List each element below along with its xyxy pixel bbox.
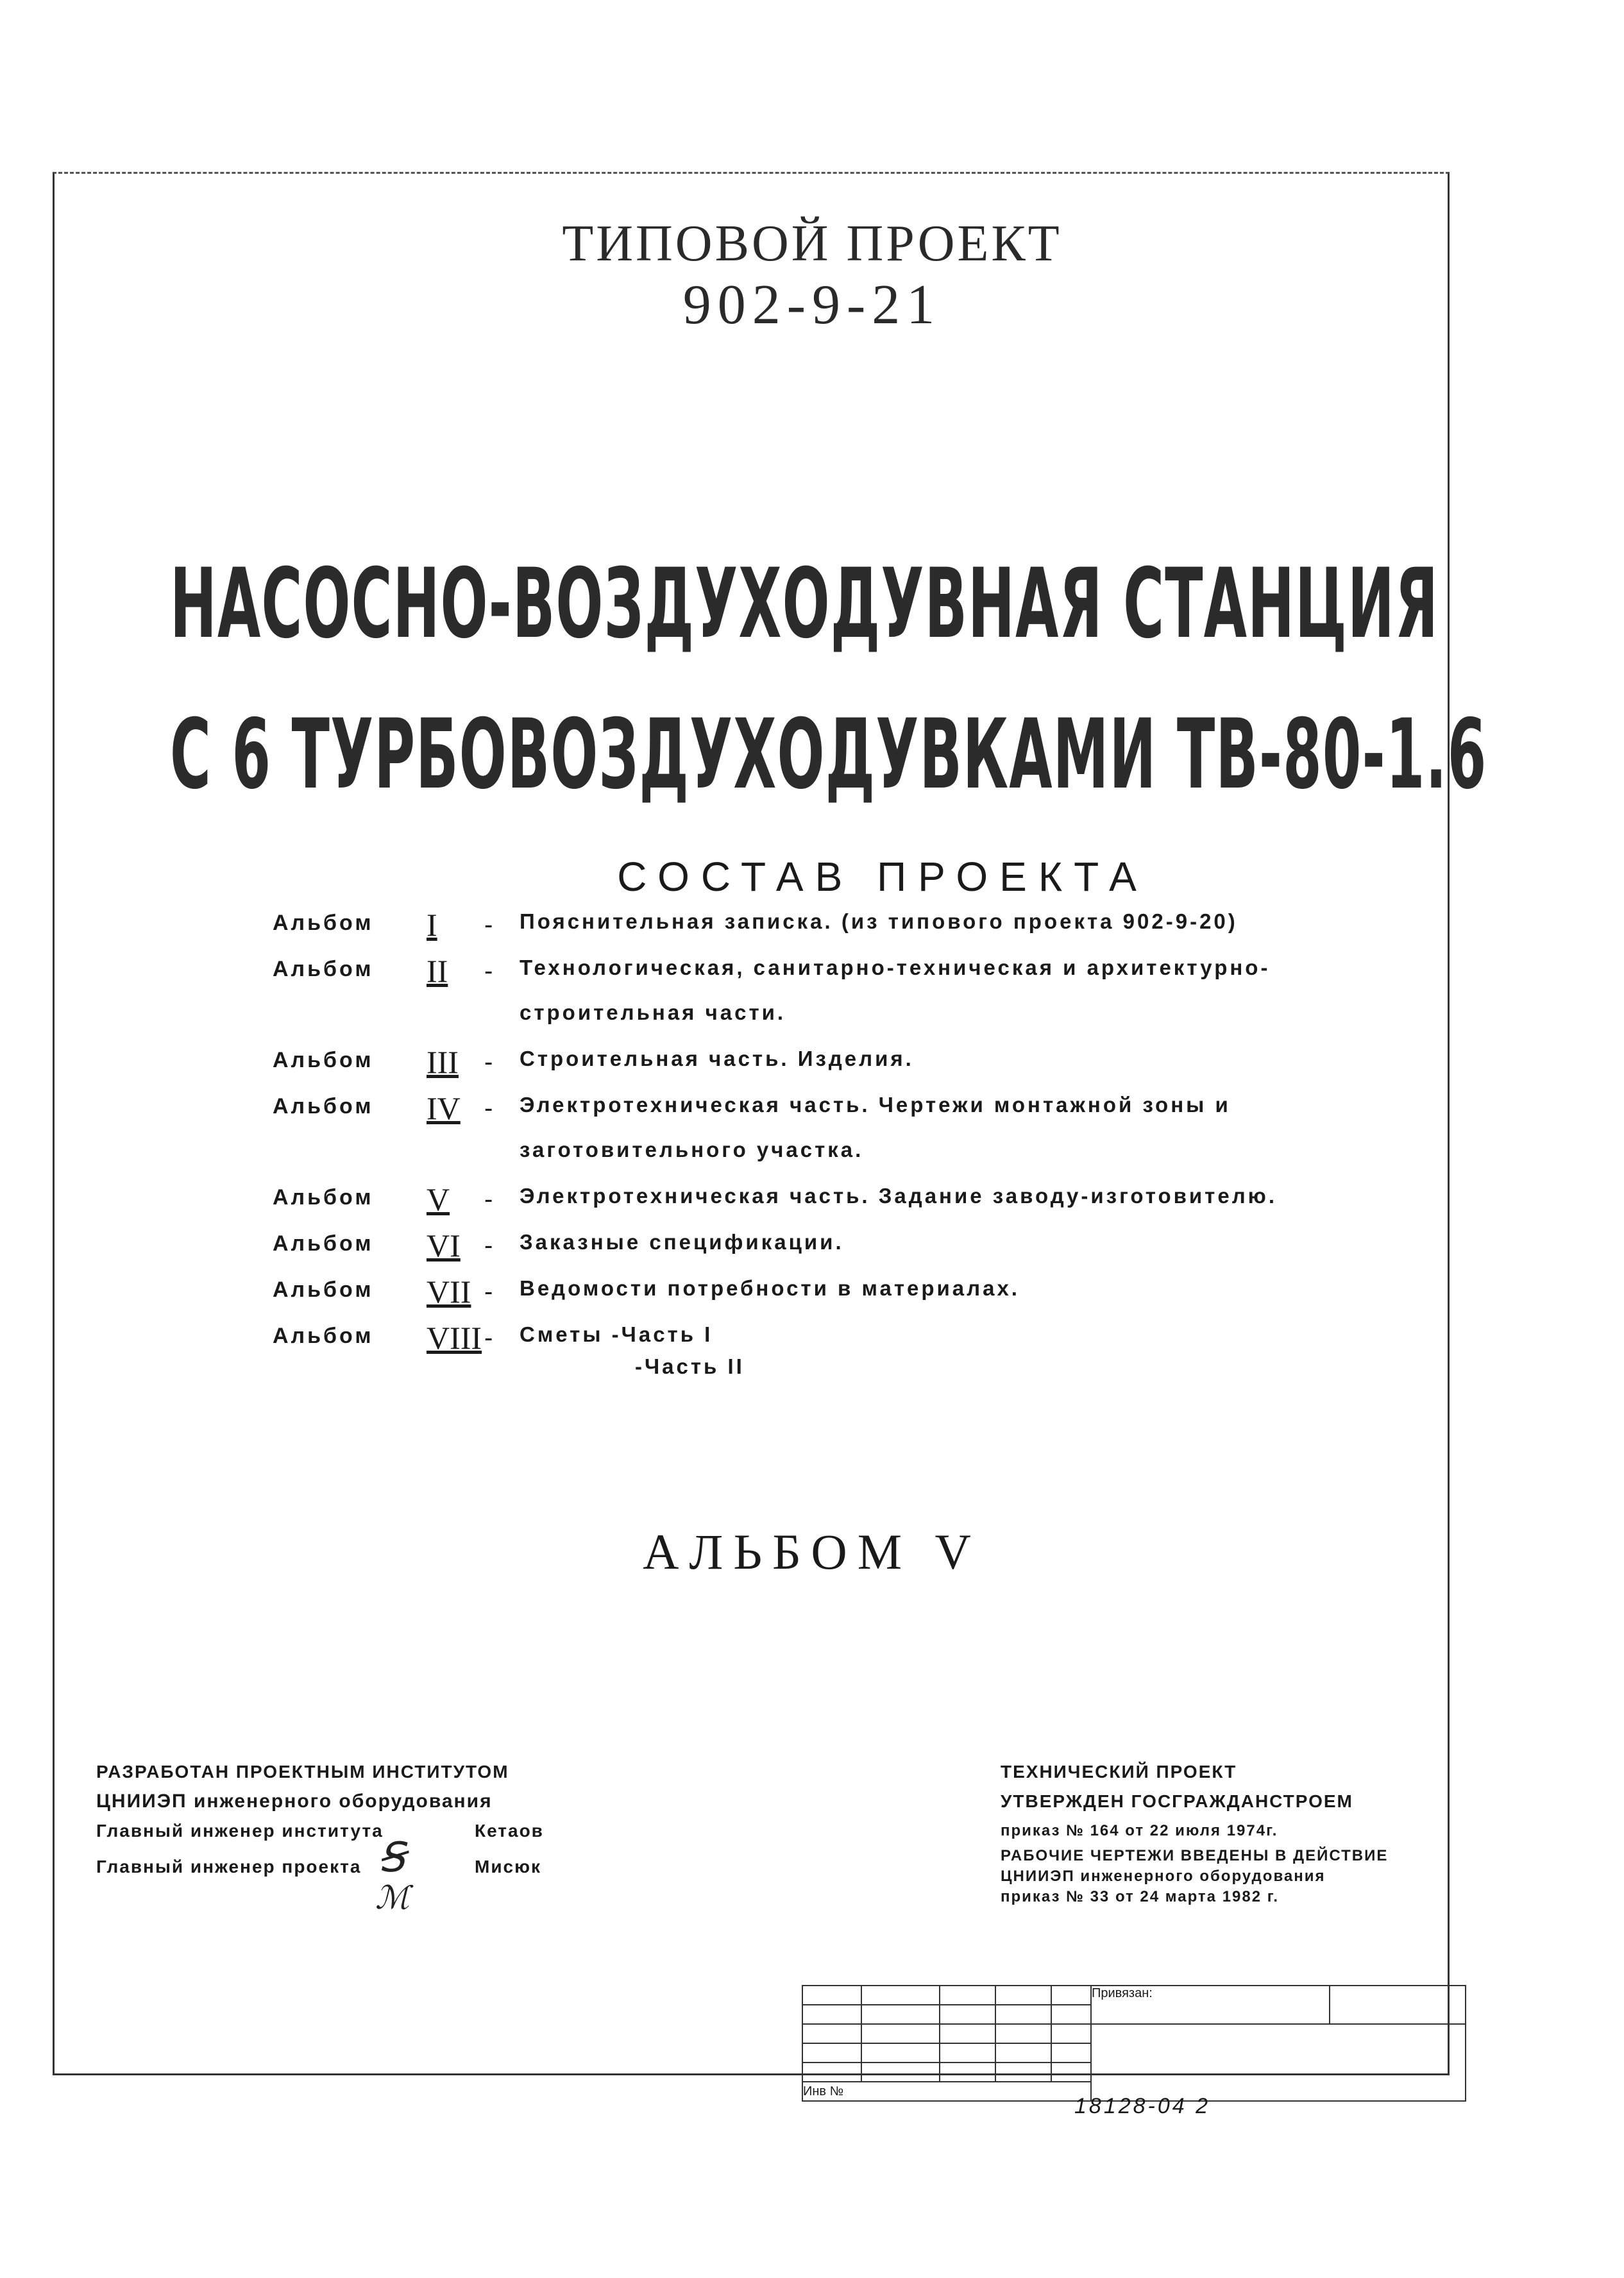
developer-line1: РАЗРАБОТАН ПРОЕКТНЫМ ИНСТИТУТОМ [96,1762,509,1782]
album-label: Альбом [273,1094,374,1118]
album-text-2: заготовительного участка. [520,1138,864,1161]
album-label: Альбом [273,1231,374,1256]
album-text-2: -Часть II [635,1354,745,1378]
approval-line5: ЦНИИЭП инженерного оборудования [1001,1868,1326,1885]
document-number: 18128-04 2 [1074,2094,1211,2118]
album-desc [520,1220,1312,1265]
approval-line2: УТВЕРЖДЕН ГОСГРАЖДАНСТРОЕМ [1001,1791,1353,1811]
album-roman: II [427,953,448,989]
album-text: Строительная часть. Изделия. [520,1047,914,1070]
approval-line4: РАБОЧИЕ ЧЕРТЕЖИ ВВЕДЕНЫ В ДЕЙСТВИЕ [1001,1847,1389,1864]
album-dash: - [484,1231,493,1260]
album-roman: VI [427,1228,461,1263]
series-title: ТИПОВОЙ ПРОЕКТ [562,215,1062,272]
approval-block [1001,1757,1388,1907]
album-row [273,1181,1312,1219]
chief-project-row [96,1852,544,1882]
album-text: Ведомости потребности в материалах. [520,1276,1020,1300]
album-text: Технологическая, санитарно-техническая и архитектурно- [520,956,1271,979]
album-roman: V [427,1181,450,1217]
signature-chief-project: ℳ [375,1879,410,1916]
chief-institute-row [96,1816,544,1846]
main-title-line2: С 6 ТУРБОВОЗДУХОДУВКАМИ ТВ-80-1.6 [170,699,1487,811]
album-dash: - [484,1094,493,1122]
album-roman: IV [427,1090,461,1126]
stamp-linked-label: Привязан: [1092,1986,1153,2000]
album-text: Электротехническая часть. Задание заводу-изготовителю. [520,1184,1278,1208]
composition-heading: СОСТАВ ПРОЕКТА [617,854,1148,900]
album-row [273,1228,1312,1265]
series-number: 902-9-21 [682,274,942,336]
album-roman: III [427,1044,459,1080]
current-album-title: АЛЬБОМ V [643,1524,981,1580]
album-dash: - [484,911,493,939]
album-desc [520,1266,1312,1311]
chief-institute-name: Кетаов [475,1821,544,1841]
album-row [273,1090,1312,1172]
album-desc [520,1083,1312,1172]
album-dash: - [484,1048,493,1076]
album-desc [520,899,1312,944]
stamp-row [802,1986,1466,2005]
album-dash: - [484,1324,493,1352]
approval-line3: приказ № 164 от 22 июля 1974г. [1001,1822,1278,1839]
album-row [273,1044,1312,1081]
chief-institute-label: Главный инженер института [96,1821,384,1841]
album-list [273,907,1312,1389]
album-roman: VII [427,1274,471,1310]
stamp-inv-cell [802,2082,1091,2101]
album-dash: - [484,957,493,985]
approval-line1: ТЕХНИЧЕСКИЙ ПРОЕКТ [1001,1762,1237,1782]
album-label: Альбом [273,1324,374,1348]
main-title-line1: НАСОСНО-ВОЗДУХОДУВНАЯ СТАНЦИЯ [170,548,1439,660]
album-desc [520,1312,1312,1376]
album-roman: VIII [427,1320,482,1356]
album-row [273,907,1312,944]
album-roman: I [427,907,437,943]
album-dash: - [484,1278,493,1306]
album-text-2: строительная части. [520,1000,786,1024]
album-desc [520,1036,1312,1081]
album-dash: - [484,1185,493,1213]
developer-institute: ЦНИИЭП инженерного оборудования [96,1791,493,1812]
album-desc [520,945,1312,1035]
approval-line6: приказ № 33 от 24 марта 1982 г. [1001,1888,1280,1905]
developer-block [96,1757,544,1882]
album-text: Заказные спецификации. [520,1230,844,1254]
stamp-inv-label: Инв № [803,2084,844,2098]
album-row [273,1320,1312,1378]
album-row [273,1274,1312,1311]
album-text: Сметы -Часть I [520,1322,713,1346]
signature-chief-institute: Ꞩ [378,1834,405,1882]
album-text: Электротехническая часть. Чертежи монтажной зоны и [520,1093,1231,1117]
chief-project-label: Главный инженер проекта [96,1857,362,1877]
album-label: Альбом [273,1048,374,1072]
album-label: Альбом [273,1185,374,1210]
chief-project-name: Мисюк [475,1857,542,1877]
stamp-table [802,1985,1466,2102]
album-label: Альбом [273,911,374,935]
album-desc [520,1174,1312,1219]
album-text: Пояснительная записка. (из типового проекта 902-9-20) [520,909,1238,933]
album-label: Альбом [273,1278,374,1302]
album-label: Альбом [273,957,374,981]
album-row [273,953,1312,1035]
stamp-linked-cell [1091,1986,1330,2024]
